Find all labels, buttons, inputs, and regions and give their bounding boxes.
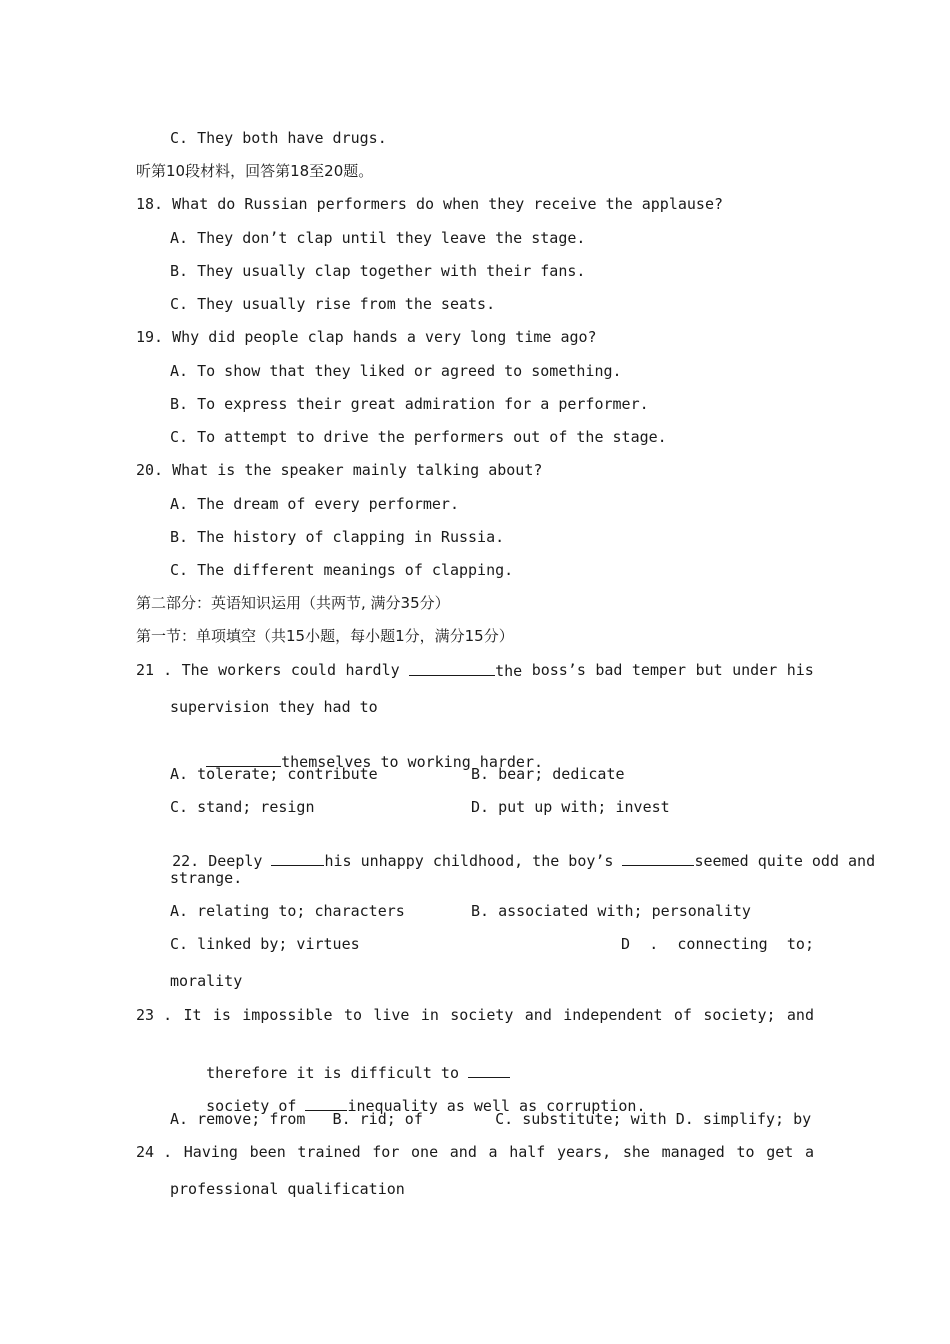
word: years, — [557, 1143, 612, 1161]
q21-option-b: B. bear; dedicate — [471, 765, 625, 783]
q24-number: 24 . — [136, 1143, 173, 1161]
q24-stem-line2: professional qualification — [170, 1180, 405, 1198]
q22-option-b: B. associated with; personality — [471, 902, 751, 920]
word: a — [488, 1143, 498, 1161]
q19-option-b: B. To express their great admiration for a performer. — [170, 395, 649, 413]
q19-option-c: C. To attempt to drive the performers out of the stage. — [170, 428, 667, 446]
q23-stem-line2 — [170, 1042, 510, 1082]
q18-option-c: C. They usually rise from the seats. — [170, 295, 496, 313]
q21-option-d: D. put up with; invest — [471, 798, 670, 816]
word: in — [420, 1006, 439, 1024]
q21-option-a: A. tolerate; contribute — [170, 765, 378, 783]
q21-option-c: C. stand; resign — [170, 798, 315, 816]
word: under — [732, 661, 778, 679]
word: she — [622, 1143, 650, 1161]
word: It — [183, 1006, 202, 1024]
q23-options: A. remove; from B. rid; of C. substitute; with D. simplify; by — [170, 1110, 812, 1128]
q22-option-a: A. relating to; characters — [170, 902, 405, 920]
q22-text-1: 22. Deeply — [172, 852, 263, 870]
word: society; — [703, 1006, 776, 1024]
word: The — [181, 661, 209, 679]
word: of — [673, 1006, 692, 1024]
listening-instruction: 听第10段材料，回答第18至20题。 — [136, 162, 374, 180]
word: bad — [595, 661, 623, 679]
q18-option-b: B. They usually clap together with their fans. — [170, 262, 586, 280]
q22-text-2: his unhappy childhood, the boy’s — [324, 852, 614, 870]
word: is — [212, 1006, 231, 1024]
word: been — [249, 1143, 286, 1161]
q22-stem-line2: strange. — [170, 869, 243, 887]
word: independent — [563, 1006, 663, 1024]
q17-option-c: C. They both have drugs. — [170, 129, 387, 147]
q23-line2-text: therefore it is difficult to — [206, 1064, 459, 1082]
q23-line3-b: inequality as well as corruption. — [347, 1097, 646, 1115]
word: a — [804, 1143, 814, 1161]
q24-stem-line1 — [136, 1142, 814, 1162]
q23-number: 23 . — [136, 1006, 173, 1024]
answer-blank — [409, 660, 522, 680]
q20-option-c: C. The different meanings of clapping. — [170, 561, 514, 579]
word: his — [786, 661, 814, 679]
word: to — [736, 1143, 755, 1161]
q22-option-d — [621, 934, 814, 954]
q23-stem-line3 — [170, 1075, 646, 1115]
word: live — [373, 1006, 410, 1024]
q23-stem-line1 — [136, 1005, 814, 1025]
answer-blank — [622, 850, 694, 866]
q20-option-a: A. The dream of every performer. — [170, 495, 459, 513]
word: . — [649, 935, 659, 953]
word: boss’s — [531, 661, 586, 679]
q18-stem: 18. What do Russian performers do when they receive the applause? — [136, 195, 723, 213]
word: managed — [661, 1143, 725, 1161]
q20-option-b: B. The history of clapping in Russia. — [170, 528, 505, 546]
q19-stem: 19. Why did people clap hands a very long time ago? — [136, 328, 597, 346]
word: trained — [297, 1143, 361, 1161]
word: get — [766, 1143, 794, 1161]
word: connecting — [677, 935, 768, 953]
answer-blank — [271, 850, 324, 866]
word: to — [343, 1006, 362, 1024]
q21-line3-text: themselves to working harder. — [281, 753, 544, 771]
word: and — [449, 1143, 477, 1161]
word: the — [495, 662, 523, 680]
q22-option-d-cont: morality — [170, 972, 243, 990]
word: to; — [786, 935, 814, 953]
word: and — [524, 1006, 552, 1024]
word: D — [621, 935, 631, 953]
q21-number: 21 . — [136, 661, 173, 679]
q23-line3-a: society of — [206, 1097, 297, 1115]
q22-stem-line1 — [136, 830, 876, 870]
q21-stem-line1 — [136, 660, 814, 680]
q21-stem-line3 — [170, 731, 544, 771]
q21-stem-line2: supervision they had to — [170, 698, 378, 716]
word: but — [695, 661, 723, 679]
word: hardly — [345, 661, 400, 679]
q22-option-c: C. linked by; virtues — [170, 935, 360, 953]
section-one-heading: 第一节：单项填空（共15小题，每小题1分，满分15分） — [136, 627, 514, 645]
word: workers — [218, 661, 282, 679]
word: one — [411, 1143, 439, 1161]
q18-option-a: A. They don’t clap until they leave the stage. — [170, 229, 586, 247]
word: for — [372, 1143, 400, 1161]
word: half — [509, 1143, 546, 1161]
q22-text-3: seemed quite odd and — [694, 852, 876, 870]
word: Having — [183, 1143, 238, 1161]
word: could — [290, 661, 336, 679]
q20-stem: 20. What is the speaker mainly talking about? — [136, 461, 543, 479]
part-two-heading: 第二部分：英语知识运用（共两节, 满分35分） — [136, 594, 450, 612]
word: temper — [631, 661, 687, 679]
word: impossible — [242, 1006, 333, 1024]
word: and — [786, 1006, 814, 1024]
q19-option-a: A. To show that they liked or agreed to something. — [170, 362, 622, 380]
word: society — [450, 1006, 514, 1024]
